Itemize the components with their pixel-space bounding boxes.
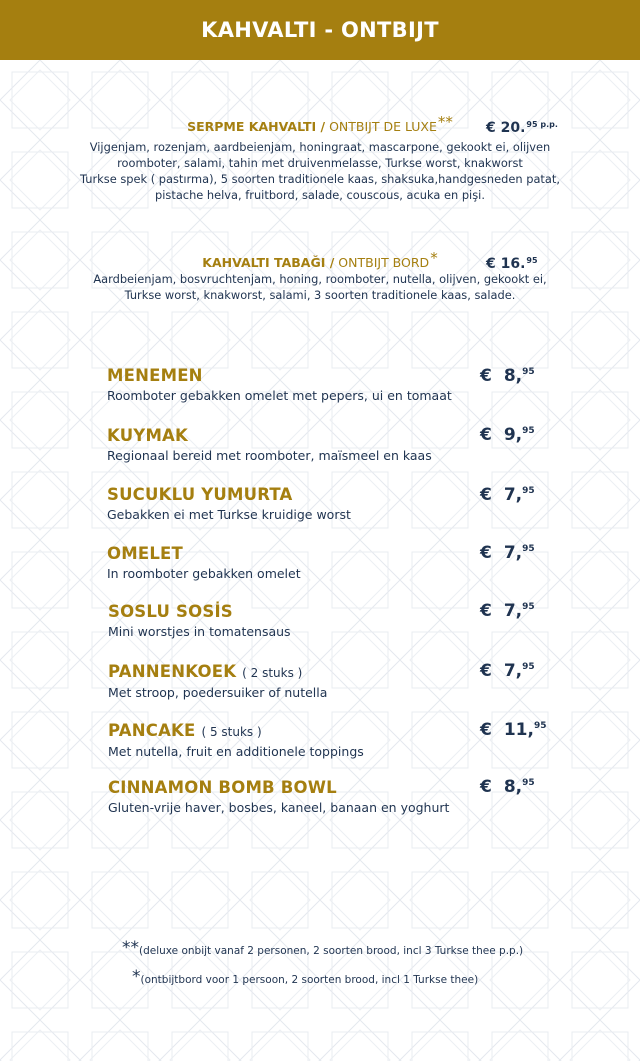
price-main: 7,	[503, 485, 523, 505]
item-price	[480, 777, 535, 797]
footnote-marker: **	[122, 938, 139, 958]
item-name: OMELET	[107, 544, 183, 563]
price-cents: 95	[522, 662, 535, 672]
item-price	[480, 485, 535, 505]
featured-subtitle: ONTBIJT DE LUXE	[329, 119, 437, 134]
item-price	[480, 543, 535, 563]
price-cents: 95 p.p.	[526, 120, 558, 129]
page-header	[0, 0, 640, 60]
item-name: MENEMEN	[107, 366, 203, 385]
item-description: Met stroop, poedersuiker of nutella	[108, 685, 328, 700]
item-description: Gluten-vrije haver, bosbes, kaneel, banaan en yoghurt	[108, 800, 450, 815]
item-description: Roomboter gebakken omelet met pepers, ui en tomaat	[107, 388, 452, 403]
item-price	[480, 366, 535, 386]
menu-item	[107, 544, 487, 582]
description-line: Turkse spek ( pastırma), 5 soorten traditionele kaas, shaksuka,handgesneden patat,	[80, 172, 560, 186]
price-main: 8,	[503, 366, 523, 386]
item-description: Mini worstjes in tomatensaus	[108, 624, 291, 639]
item-price	[480, 425, 535, 445]
price-main: 7,	[503, 661, 523, 681]
item-name: SUCUKLU YUMURTA	[107, 485, 293, 504]
price-main: 7,	[503, 543, 523, 563]
price-main: 7,	[503, 601, 523, 621]
currency: €	[480, 601, 492, 621]
item-name: SOSLU SOSİS	[108, 602, 233, 621]
footnote-deluxe	[122, 938, 523, 958]
price-cents: 95	[533, 721, 547, 731]
footnote-marker: *	[132, 967, 141, 987]
item-name: KUYMAK	[107, 426, 189, 445]
description-line: Turkse worst, knakworst, salami, 3 soorten traditionele kaas, salade.	[124, 288, 516, 302]
price-cents: 95	[526, 256, 538, 265]
item-description: Regionaal bereid met roomboter, maïsmeel en kaas	[107, 448, 432, 463]
item-description: Met nutella, fruit en additionele toppings	[108, 744, 364, 759]
item-description: In roomboter gebakken omelet	[107, 566, 301, 581]
footnote-text: (ontbijtbord voor 1 persoon, 2 soorten brood, incl 1 Turkse thee)	[140, 974, 479, 986]
price-main: 8,	[503, 777, 523, 797]
item-description: Gebakken ei met Turkse kruidige worst	[107, 507, 351, 522]
menu-item	[107, 426, 487, 464]
price-main: € 20.	[486, 120, 526, 136]
price-main: € 16.	[486, 256, 526, 272]
price-cents: 95	[522, 778, 535, 788]
currency: €	[480, 425, 492, 445]
item-name: CINNAMON BOMB BOWL	[108, 778, 337, 797]
description-line: roomboter, salami, tahin met druivenmelasse, Turkse worst, knakworst	[117, 156, 523, 170]
currency: €	[480, 777, 492, 797]
price-cents: 95	[522, 367, 535, 377]
description-line: Aardbeienjam, bosvruchtenjam, honing, roomboter, nutella, olijven, gekookt ei,	[93, 272, 547, 286]
price-cents: 95	[522, 544, 535, 554]
menu-item	[108, 602, 488, 640]
description-line: pistache helva, fruitbord, salade, couscous, acuka en pişi.	[155, 188, 485, 202]
featured-price	[486, 256, 538, 272]
menu-item	[107, 366, 487, 404]
item-price	[480, 720, 547, 740]
page-title: KAHVALTI - ONTBIJT	[201, 18, 439, 42]
currency: €	[480, 661, 492, 681]
menu-item	[108, 662, 488, 701]
item-note: ( 5 stuks )	[201, 725, 262, 739]
currency: €	[480, 366, 492, 386]
price-cents: 95	[522, 486, 535, 496]
currency: €	[480, 543, 492, 563]
currency: €	[480, 485, 492, 505]
featured-description	[40, 271, 600, 303]
featured-description	[40, 139, 600, 203]
item-name: PANCAKE	[108, 721, 196, 740]
description-line: Vijgenjam, rozenjam, aardbeienjam, honingraat, mascarpone, gekookt ei, olijven	[89, 140, 551, 154]
featured-marker: *	[430, 249, 438, 267]
item-name: PANNENKOEK	[108, 662, 237, 681]
menu-item	[108, 778, 488, 816]
price-main: 9,	[503, 425, 523, 445]
menu-item	[108, 721, 488, 760]
price-main: 11,	[503, 720, 534, 740]
footnote-bord	[132, 967, 478, 987]
featured-subtitle: ONTBIJT BORD	[338, 255, 430, 270]
featured-name: SERPME KAHVALTI /	[187, 119, 326, 134]
item-price	[480, 601, 535, 621]
featured-price	[486, 120, 558, 136]
item-price	[480, 661, 535, 681]
menu-item	[107, 485, 487, 523]
price-cents: 95	[522, 426, 535, 436]
featured-name: KAHVALTI TABAĞI /	[202, 255, 335, 270]
featured-marker: **	[437, 113, 453, 131]
price-cents: 95	[522, 602, 535, 612]
item-note: ( 2 stuks )	[242, 666, 303, 680]
footnote-text: (deluxe onbijt vanaf 2 personen, 2 soorten brood, incl 3 Turkse thee p.p.)	[139, 945, 524, 957]
currency: €	[480, 720, 492, 740]
